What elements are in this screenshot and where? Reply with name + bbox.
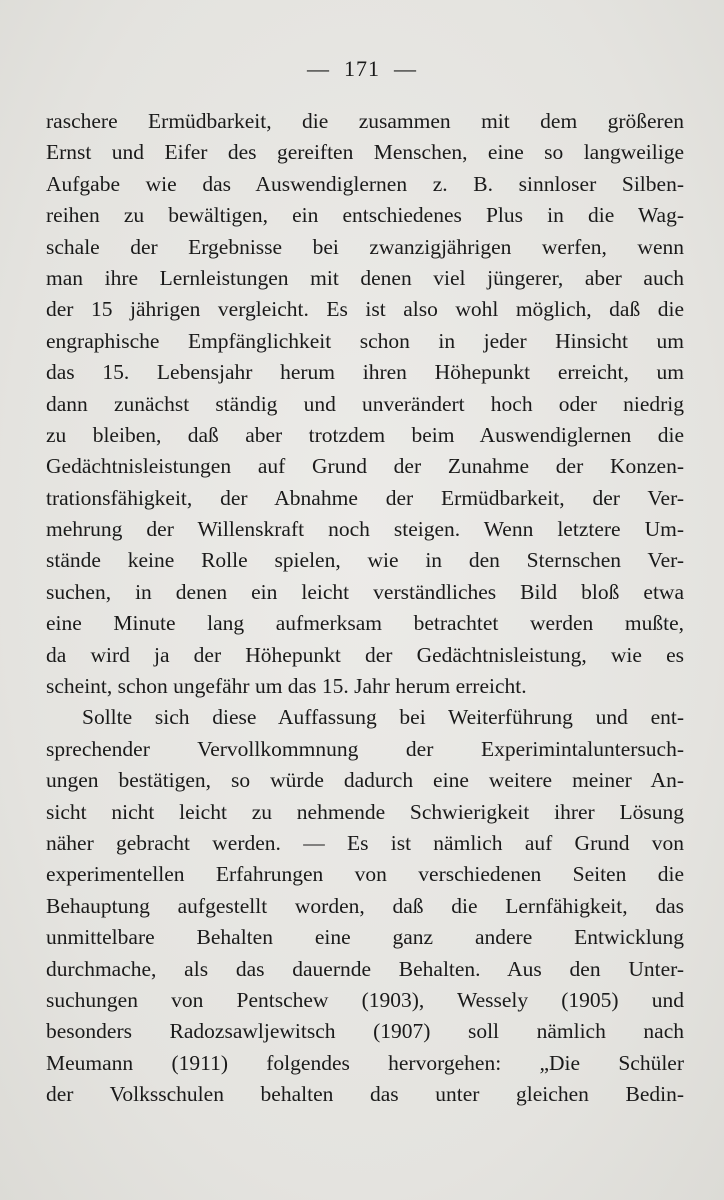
text-line: der 15 jährigen vergleicht. Es ist also wohl möglich, daß die: [46, 297, 684, 322]
text-line: stände keine Rolle spielen, wie in den Sternschen Ver-: [46, 548, 684, 573]
text-line: schale der Ergebnisse bei zwanzigjährigen werfen, wenn: [46, 234, 684, 259]
page-number: 171: [344, 56, 380, 81]
text-line: durchmache, als das dauernde Behalten. Aus den Unter-: [46, 956, 684, 981]
header-dash-left: —: [307, 56, 330, 81]
text-line: der Volksschulen behalten das unter gleichen Bedin-: [46, 1082, 684, 1107]
text-line: scheint, schon ungefähr um das 15. Jahr herum erreicht.: [46, 674, 527, 699]
text-line: dann zunächst ständig und unverändert hoch oder niedrig: [46, 391, 684, 416]
text-line: engraphische Empfänglichkeit schon in jeder Hinsicht um: [46, 328, 684, 353]
text-line: sprechender Vervollkommnung der Experimintaluntersuch-: [46, 736, 684, 761]
text-line: da wird ja der Höhepunkt der Gedächtnisleistung, wie es: [46, 642, 684, 667]
text-line: besonders Radozsawljewitsch (1907) soll nämlich nach: [46, 1019, 684, 1044]
text-line: Gedächtnisleistungen auf Grund der Zunahme der Konzen-: [46, 454, 684, 479]
text-line: raschere Ermüdbarkeit, die zusammen mit dem größeren: [46, 109, 684, 133]
text-line: mehrung der Willenskraft noch steigen. Wenn letztere Um-: [46, 517, 684, 542]
text-line: suchen, in denen ein leicht verständliches Bild bloß etwa: [46, 579, 684, 604]
text-line: trationsfähigkeit, der Abnahme der Ermüdbarkeit, der Ver-: [46, 485, 684, 510]
text-line: eine Minute lang aufmerksam betrachtet werden mußte,: [46, 611, 684, 636]
text-line: experimentellen Erfahrungen von verschiedenen Seiten die: [46, 862, 684, 887]
text-line: Ernst und Eifer des gereiften Menschen, eine so langweilige: [46, 140, 684, 165]
text-line: man ihre Lernleistungen mit denen viel jüngerer, aber auch: [46, 265, 684, 290]
text-line: das 15. Lebensjahr herum ihren Höhepunkt erreicht, um: [46, 360, 684, 385]
text-line: sicht nicht leicht zu nehmende Schwierigkeit ihrer Lösung: [46, 799, 684, 824]
page-header: [0, 56, 724, 82]
text-line: Meumann (1911) folgendes hervorgehen: „Die Schüler: [46, 1050, 684, 1075]
text-line: Aufgabe wie das Auswendiglernen z. B. sinnloser Silben-: [46, 171, 684, 196]
text-line: reihen zu bewältigen, ein entschiedenes Plus in die Wag-: [46, 203, 684, 228]
header-dash-right: —: [394, 56, 417, 81]
text-line: Sollte sich diese Auffassung bei Weiterführung und ent-: [82, 705, 684, 730]
text-line: suchungen von Pentschew (1903), Wessely (1905) und: [46, 987, 684, 1012]
body-text: [46, 106, 684, 1111]
text-line: unmittelbare Behalten eine ganz andere Entwicklung: [46, 925, 684, 950]
text-line: Behauptung aufgestellt worden, daß die Lernfähigkeit, das: [46, 893, 684, 918]
text-line: ungen bestätigen, so würde dadurch eine weitere meiner An-: [46, 768, 684, 793]
text-line: näher gebracht werden. — Es ist nämlich auf Grund von: [46, 830, 684, 855]
text-line: zu bleiben, daß aber trotzdem beim Auswendiglernen die: [46, 422, 684, 447]
